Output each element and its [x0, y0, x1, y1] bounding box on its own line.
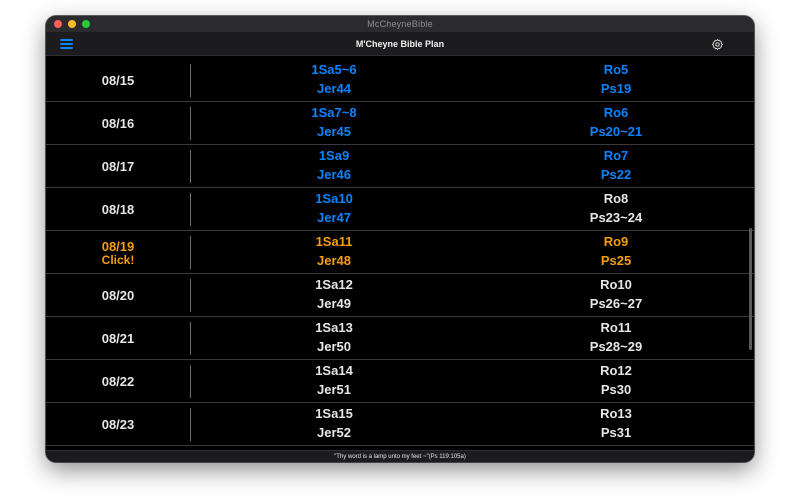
- date-cell: [46, 188, 190, 231]
- reading-jeremiah[interactable]: Jer47: [317, 210, 351, 225]
- reading-psalms[interactable]: Ps31: [600, 425, 632, 440]
- date-cell: [46, 317, 190, 360]
- click-hint: Click!: [101, 252, 135, 267]
- reading-1samuel[interactable]: 1Sa15: [315, 406, 353, 421]
- reading-jeremiah[interactable]: Jer45: [317, 124, 351, 139]
- date-cell: [46, 59, 190, 102]
- title-bar: [46, 16, 754, 32]
- reading-jeremiah[interactable]: Jer46: [317, 167, 351, 182]
- footer-verse: "Thy word is a lamp unto my feet ~"(Ps 119:105a): [334, 453, 466, 460]
- date-label: 08/22: [101, 374, 135, 389]
- reading-romans[interactable]: Ro5: [603, 62, 629, 77]
- close-window-button[interactable]: [54, 20, 62, 28]
- date-cell: [46, 102, 190, 145]
- reading-jeremiah[interactable]: Jer52: [317, 425, 351, 440]
- date-cell: [46, 145, 190, 188]
- reading-psalms[interactable]: Ps30: [600, 382, 632, 397]
- column-divider: [190, 107, 191, 140]
- reading-psalms[interactable]: Ps22: [600, 167, 632, 182]
- reading-romans[interactable]: Ro7: [603, 148, 629, 163]
- column-divider: [190, 365, 191, 398]
- reading-1samuel[interactable]: 1Sa11: [315, 234, 353, 249]
- column-divider: [190, 279, 191, 312]
- date-label: 08/17: [101, 159, 135, 174]
- date-cell: [46, 403, 190, 446]
- reading-jeremiah[interactable]: Jer48: [317, 253, 351, 268]
- date-label: 08/21: [101, 331, 135, 346]
- column-divider: [190, 150, 191, 183]
- date-cell: [46, 231, 190, 274]
- table-row[interactable]: [46, 102, 754, 145]
- reading-jeremiah[interactable]: Jer44: [317, 81, 351, 96]
- reading-1samuel[interactable]: 1Sa12: [315, 277, 353, 292]
- reading-psalms[interactable]: Ps25: [600, 253, 632, 268]
- column-divider: [190, 64, 191, 97]
- table-row[interactable]: [46, 145, 754, 188]
- column-divider: [190, 193, 191, 226]
- table-row[interactable]: [46, 59, 754, 102]
- scrollbar[interactable]: [749, 228, 752, 350]
- reading-romans[interactable]: Ro12: [600, 363, 632, 378]
- table-row[interactable]: [46, 274, 754, 317]
- reading-1samuel[interactable]: 1Sa9: [318, 148, 350, 163]
- date-label: 08/19: [101, 238, 135, 254]
- reading-romans[interactable]: Ro9: [603, 234, 629, 249]
- column-divider: [190, 322, 191, 355]
- footer: [46, 450, 754, 462]
- reading-psalms[interactable]: Ps28~29: [589, 339, 643, 354]
- reading-1samuel[interactable]: 1Sa14: [315, 363, 353, 378]
- date-label: 08/16: [101, 116, 135, 131]
- reading-plan-table[interactable]: [46, 56, 754, 462]
- navigation-bar: [46, 32, 754, 56]
- reading-romans[interactable]: Ro8: [603, 191, 629, 206]
- zoom-window-button[interactable]: [82, 20, 90, 28]
- column-divider: [190, 408, 191, 441]
- reading-jeremiah[interactable]: Jer49: [317, 296, 351, 311]
- date-label: 08/23: [101, 417, 135, 432]
- reading-psalms[interactable]: Ps26~27: [589, 296, 643, 311]
- date-label: 08/18: [101, 202, 135, 217]
- minimize-window-button[interactable]: [68, 20, 76, 28]
- app-window: [46, 16, 754, 462]
- reading-1samuel[interactable]: 1Sa7~8: [311, 105, 357, 120]
- menu-icon[interactable]: [60, 39, 73, 49]
- date-label: 08/20: [101, 288, 135, 303]
- table-row[interactable]: [46, 317, 754, 360]
- date-cell: [46, 360, 190, 403]
- reading-jeremiah[interactable]: Jer51: [317, 382, 351, 397]
- window-title: McCheyneBible: [367, 19, 433, 29]
- reading-romans[interactable]: Ro11: [600, 320, 632, 335]
- table-row[interactable]: [46, 188, 754, 231]
- reading-1samuel[interactable]: 1Sa13: [315, 320, 353, 335]
- reading-psalms[interactable]: Ps20~21: [589, 124, 643, 139]
- table-row[interactable]: [46, 231, 754, 274]
- table-row[interactable]: [46, 360, 754, 403]
- gear-icon[interactable]: [711, 38, 724, 51]
- reading-romans[interactable]: Ro13: [600, 406, 632, 421]
- table-row[interactable]: [46, 403, 754, 446]
- reading-romans[interactable]: Ro10: [600, 277, 632, 292]
- reading-1samuel[interactable]: 1Sa5~6: [311, 62, 357, 77]
- reading-1samuel[interactable]: 1Sa10: [315, 191, 353, 206]
- column-divider: [190, 236, 191, 269]
- reading-jeremiah[interactable]: Jer50: [317, 339, 351, 354]
- reading-romans[interactable]: Ro6: [603, 105, 629, 120]
- reading-psalms[interactable]: Ps23~24: [589, 210, 643, 225]
- date-label: 08/15: [101, 73, 135, 88]
- window-controls: [54, 20, 90, 28]
- date-cell: [46, 274, 190, 317]
- reading-psalms[interactable]: Ps19: [600, 81, 632, 96]
- page-title: M'Cheyne Bible Plan: [355, 38, 445, 49]
